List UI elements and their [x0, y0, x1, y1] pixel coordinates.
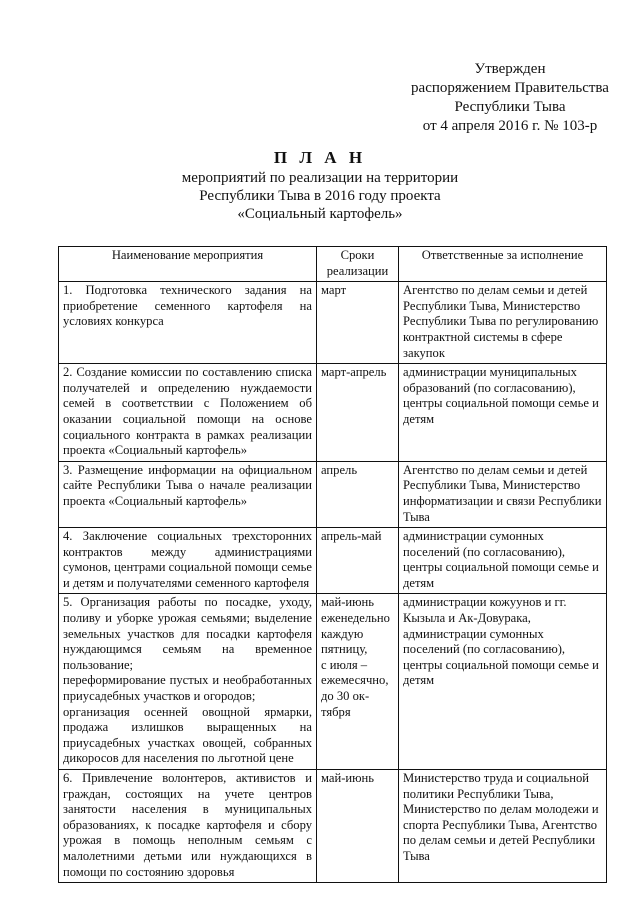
term-cell: март — [317, 282, 399, 364]
plan-table — [58, 246, 607, 883]
subtitle-line: мероприятий по реализации на территории — [181, 170, 459, 186]
table-row — [59, 594, 607, 770]
table-row — [59, 770, 607, 883]
activity-paragraph: 5. Организация работы по посадке, уходу, поливу и уборке урожая семьями; выделение земельных участков для посадки картофеля нуждающимся семьям на временное пользование; — [63, 595, 312, 672]
table-row — [59, 282, 607, 364]
term-line: тября — [321, 704, 351, 719]
header-terms: Сроки реализации — [317, 247, 399, 282]
responsible-cell: Агентство по делам семьи и детей Республики Тыва, Министерство Республики Тыва по регулированию контрактной системы в сфере закупок — [399, 282, 607, 364]
term-cell: март-апрель — [317, 364, 399, 462]
activity-cell: 1. Подготовка технического задания на приобретение семенного картофеля на условиях конкурса — [59, 282, 317, 364]
approval-line: Утвержден — [474, 61, 546, 77]
responsible-cell: администрации кожуунов и гг. Кызыла и Ак-Довурака, администрации сумонных поселений (по согласованию), центры социальной помощи семье и детям — [399, 594, 607, 770]
approval-stamp — [395, 60, 625, 136]
term-line: еженедельно — [321, 611, 390, 626]
activity-paragraph: переформирование пустых и необработанных приусадебных участков и огородов; — [63, 673, 312, 704]
activity-cell — [59, 594, 317, 770]
responsible-cell: Агентство по делам семьи и детей Республики Тыва, Министерство информатизации и связи Республики Тыва — [399, 461, 607, 527]
term-line: до 30 ок- — [321, 689, 370, 704]
header-responsible: Ответственные за исполнение — [399, 247, 607, 282]
subtitle-line: Республики Тыва в 2016 году проекта — [199, 188, 441, 204]
approval-line: Республики Тыва — [454, 99, 566, 115]
term-line: пятницу, — [321, 642, 368, 657]
header-activity: Наименование мероприятия — [59, 247, 317, 282]
approval-line: от 4 апреля 2016 г. № 103-р — [422, 118, 598, 134]
document-title: П Л А Н — [273, 148, 367, 167]
term-line: с июля – — [321, 657, 368, 672]
term-cell: апрель-май — [317, 528, 399, 594]
term-cell — [317, 594, 399, 770]
approval-line: распоряжением Правительства — [411, 80, 609, 96]
activity-cell: 6. Привлечение волонтеров, активистов и граждан, состоящих на учете центров занятости населения в муниципальных образованиях, к посадке картофеля и сбору урожая в помощь неполным семьям с малолетними детьми или нуждающихся в помощи по состоянию здоровья — [59, 770, 317, 883]
term-line: каждую — [321, 626, 364, 641]
document-subtitle — [0, 169, 640, 223]
subtitle-line: «Социальный картофель» — [237, 206, 403, 222]
activity-cell: 2. Создание комиссии по составлению списка получателей и определению нуждаемости семей в соответствии с Положением об оказании социальной помощи на основе социального контракта в рамках реализации проекта «Социальный картофель» — [59, 364, 317, 462]
term-line: май-июнь — [321, 595, 375, 610]
term-cell: апрель — [317, 461, 399, 527]
term-line: ежемесячно, — [321, 673, 389, 688]
responsible-cell: администрации муниципальных образований (по согласованию), центры социальной помощи семье и детям — [399, 364, 607, 462]
responsible-cell: Министерство труда и социальной политики Республики Тыва, Министерство по делам молодежи и спорта Республики Тыва, Агентство по делам семьи и детей Республики Тыва — [399, 770, 607, 883]
term-cell: май-июнь — [317, 770, 399, 883]
table-header-row — [59, 247, 607, 282]
responsible-cell: администрации сумонных поселений (по согласованию), центры социальной помощи семье и детям — [399, 528, 607, 594]
activity-cell: 4. Заключение социальных трехсторонних контрактов между администрациями сумонов, центрами социальной помощи семье и детям и получателями семенного картофеля — [59, 528, 317, 594]
activity-paragraph: организация осенней овощной ярмарки, продажа излишков выращенных на приусадебных участках овощей, собранных дикоросов для населения по льготной цене — [63, 704, 312, 766]
table-row — [59, 528, 607, 594]
table-row — [59, 364, 607, 462]
table-row — [59, 461, 607, 527]
activity-cell: 3. Размещение информации на официальном сайте Республики Тыва о начале реализации проекта «Социальный картофель» — [59, 461, 317, 527]
